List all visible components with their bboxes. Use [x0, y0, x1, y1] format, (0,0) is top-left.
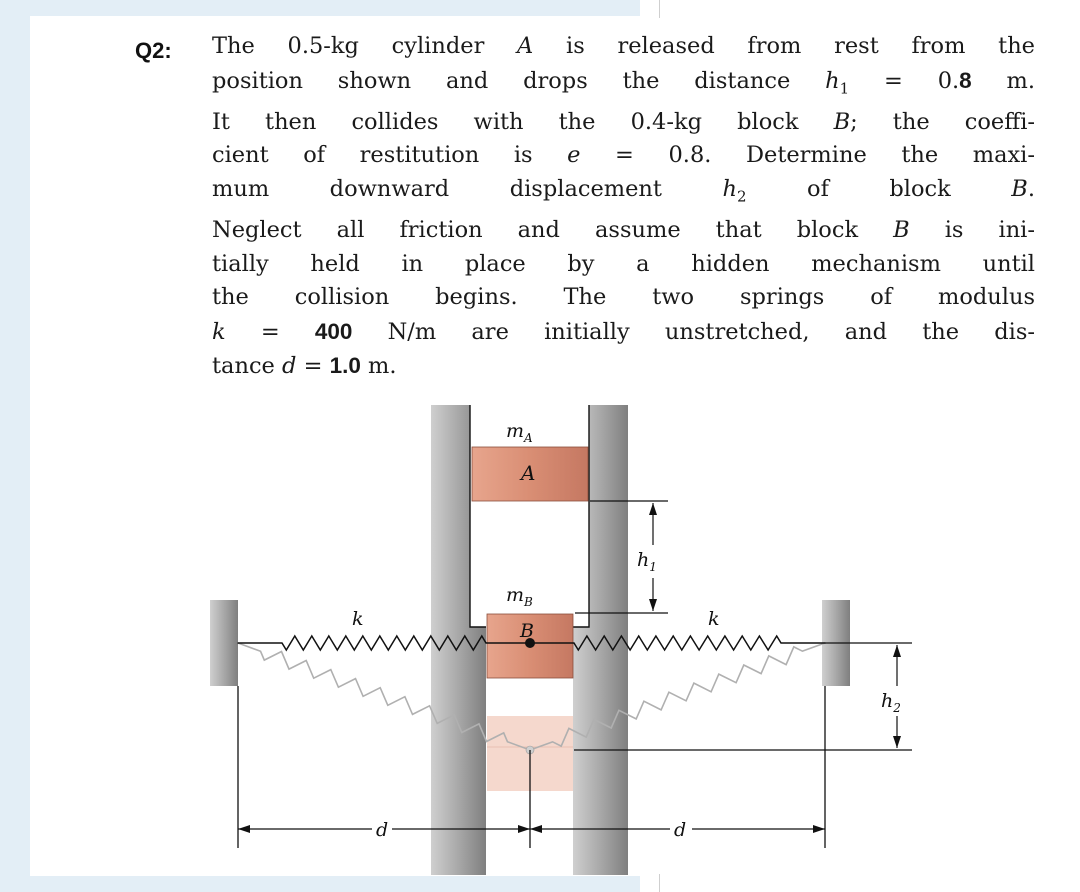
- problem-text-run: 1: [839, 79, 850, 98]
- label-a: A: [521, 461, 536, 485]
- problem-text-run: = 0.8. Determine the maxi-: [580, 142, 1035, 169]
- question-number: Q2:: [135, 38, 172, 63]
- label-m-a: $m_A$: [506, 420, 533, 445]
- problem-text-run: position shown and drops the distance: [212, 67, 826, 94]
- problem-text-run: It then collides with the 0.4-kg block: [212, 108, 834, 135]
- label-d-right: d: [674, 819, 687, 841]
- problem-text-run: = 0.: [849, 67, 960, 94]
- problem-text-run: h: [825, 67, 840, 94]
- label-m-b: $m_B$: [506, 584, 533, 609]
- problem-text-run: 8: [959, 67, 972, 93]
- spring: [238, 636, 530, 650]
- label-b: B: [520, 620, 534, 642]
- problem-text-run: h: [722, 175, 737, 202]
- problem-text-run: ; the coeffi-: [850, 108, 1035, 135]
- problem-text-run: =: [296, 353, 330, 380]
- problem-text-run: Neglect all friction and assume that block: [212, 216, 894, 243]
- problem-text-run: B: [1011, 175, 1028, 202]
- problem-text-run: .: [1027, 175, 1035, 202]
- problem-text-run: B: [833, 108, 851, 135]
- problem-text-run: =: [225, 318, 315, 345]
- problem-text-run: e: [567, 142, 581, 169]
- problem-text-run: The 0.5-kg cylinder: [212, 33, 518, 59]
- problem-text-run: d: [282, 353, 297, 380]
- label-k-right: k: [708, 608, 720, 630]
- problem-text-run: A: [517, 33, 534, 59]
- label-h2: $h_2$: [881, 690, 901, 715]
- problem-text-run: 1.0: [329, 353, 361, 379]
- problem-text-run: B: [893, 216, 910, 243]
- problem-text-run: of block: [746, 175, 1012, 202]
- problem-text-run: mum downward displacement: [212, 175, 723, 202]
- problem-text-run: is released from rest from the: [533, 33, 1035, 59]
- problem-text-run: the collision begins. The two springs of modulus: [212, 284, 1035, 311]
- label-h1: $h_1$: [637, 549, 657, 574]
- label-d-left: d: [376, 819, 389, 841]
- problem-text-run: m.: [360, 353, 397, 380]
- problem-text-run: N/m are initially unstretched, and the dis-: [352, 318, 1035, 345]
- problem-text-run: cient of restitution is: [212, 142, 568, 169]
- problem-text-run: k: [212, 318, 226, 345]
- problem-text-run: 400: [314, 318, 353, 344]
- problem-text-run: m.: [971, 67, 1036, 94]
- problem-text-run: tance: [212, 353, 283, 380]
- spring: [238, 643, 530, 750]
- label-k-left: k: [352, 608, 364, 630]
- problem-text-run: tially held in place by a hidden mechanism until: [212, 250, 1035, 277]
- problem-text-run: is ini-: [909, 216, 1035, 243]
- left-support-wall: [210, 600, 238, 686]
- problem-text-run: 2: [736, 187, 747, 206]
